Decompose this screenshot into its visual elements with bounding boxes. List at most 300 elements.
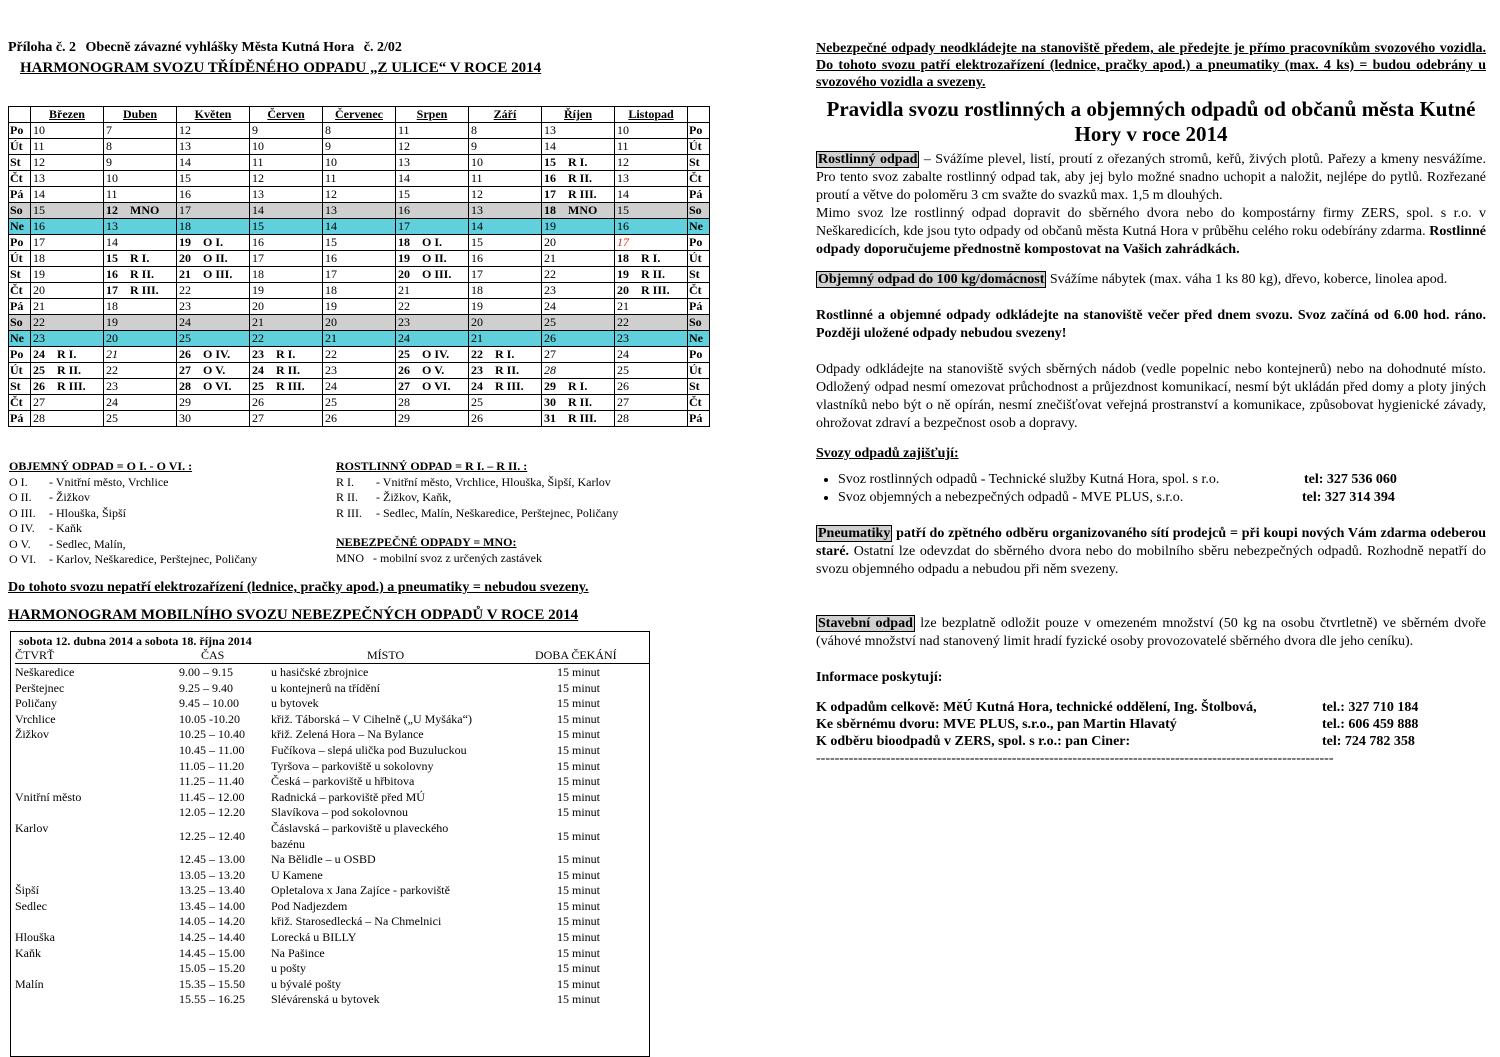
calendar-row [9, 395, 710, 411]
calendar-cell: 12 [615, 155, 688, 171]
calendar-cell: 27 [250, 411, 323, 427]
calendar-cell: 22 [396, 299, 469, 315]
calendar-cell: 19 R II. [615, 267, 688, 283]
attachment-label: Příloha č. 2 [8, 40, 77, 55]
weekday-label: Út [9, 363, 31, 379]
calendar-cell: 25 [177, 331, 250, 347]
calendar-row [9, 379, 710, 395]
calendar-cell: 19 [469, 299, 542, 315]
calendar-cell: 18 [250, 267, 323, 283]
header-divider [15, 663, 649, 664]
calendar-cell: 24 [177, 315, 250, 331]
weekday-label-right: Čt [688, 395, 710, 411]
calendar-cell: 27 [542, 347, 615, 363]
calendar-cell: 29 [177, 395, 250, 411]
left-column [8, 40, 720, 1007]
calendar-cell: 16 [615, 219, 688, 235]
district-name: Kaňk [15, 945, 41, 960]
calendar-row [9, 123, 710, 139]
green-waste-recommend: Rostlinné odpady doporučujeme přednostně kompostovat na Vašich zahrádkách. [816, 224, 1486, 257]
hazard-note: Nebezpečné odpady neodkládejte na stanoviště předem, ale předejte je přímo pracovníkům svozového vozidla. Do tohoto svozu patří elektrozařízení (lednice, pračky apod.) a pneumatiky (max. 4 ks) = budou odebrány u svozového vozidla a svezeny. [816, 41, 1486, 90]
calendar-cell: 15 [323, 235, 396, 251]
calendar-cell: 19 [323, 299, 396, 315]
wait-time: 15 minut [557, 961, 601, 976]
calendar-cell: 18 [469, 283, 542, 299]
calendar-cell: 20 R III. [615, 283, 688, 299]
green-waste-label: Rostlinný odpad [818, 152, 918, 167]
wait-time: 15 minut [557, 992, 601, 1007]
place-name: křiž. Táborská – V Cihelně („U Myšáka“) [271, 711, 472, 726]
place-name: Čáslavská – parkoviště u plaveckého [271, 821, 449, 835]
col-header-district: ČTVRŤ [15, 648, 55, 662]
schedule-row [11, 821, 649, 852]
rules-title: Pravidla svozu rostlinných a objemných odpadů od občanů města Kutné Hory v roce 2014 [826, 97, 1476, 146]
calendar-cell: 14 [104, 235, 177, 251]
weekday-label: Čt [9, 395, 31, 411]
month-header: Červenec [323, 107, 396, 123]
calendar-cell: 18 [31, 251, 104, 267]
calendar-cell: 13 [542, 123, 615, 139]
legend-item [9, 521, 329, 537]
provider-phone: tel: 327 536 060 [1304, 472, 1397, 487]
legend-code: O VI. [9, 552, 37, 566]
calendar-cell: 10 [469, 155, 542, 171]
col-header-place: MÍSTO [367, 648, 405, 662]
calendar-cell: 15 [250, 219, 323, 235]
calendar-cell: 20 O II. [177, 251, 250, 267]
calendar-cell: 14 [615, 187, 688, 203]
weekday-label: Čt [9, 283, 31, 299]
decree-number: č. 2/02 [363, 40, 402, 55]
wait-time: 15 minut [557, 867, 601, 882]
legend-code: R II. [336, 490, 358, 504]
wait-time: 15 minut [557, 680, 601, 695]
calendar-cell: 13 [469, 203, 542, 219]
calendar-row [9, 331, 710, 347]
wait-time: 15 minut [557, 774, 601, 789]
calendar-cell: 17 [469, 267, 542, 283]
calendar-cell: 16 [469, 251, 542, 267]
calendar-cell: 30 R II. [542, 395, 615, 411]
calendar-cell: 26 [615, 379, 688, 395]
weekday-label: So [9, 203, 31, 219]
place-name: Pod Nadjezdem [271, 898, 348, 913]
calendar-cell: 23 R II. [469, 363, 542, 379]
district-name: Vrchlice [15, 711, 56, 726]
calendar-cell: 24 [396, 331, 469, 347]
calendar-cell: 11 [469, 171, 542, 187]
providers-title: Svozy odpadů zajišťují: [816, 446, 959, 461]
calendar-cell: 23 [104, 379, 177, 395]
wait-time: 15 minut [557, 914, 601, 929]
place-name: Slévárenská u bytovek [271, 992, 380, 1007]
time-range: 13.45 – 14.00 [179, 898, 245, 913]
calendar-cell: 18 MNO [542, 203, 615, 219]
weekday-label-right: Pá [688, 299, 710, 315]
calendar-cell: 11 [396, 123, 469, 139]
contact-phone: tel.: 327 710 184 [1322, 700, 1419, 715]
calendar-cell: 23 [615, 331, 688, 347]
calendar-cell: 17 R III. [542, 187, 615, 203]
green-waste-paragraph [816, 151, 1486, 205]
calendar-corner [9, 107, 31, 123]
calendar-cell: 28 [396, 395, 469, 411]
calendar-cell: 25 R II. [31, 363, 104, 379]
legend-item [9, 506, 329, 522]
calendar-cell: 13 [615, 171, 688, 187]
calendar-cell: 21 [396, 283, 469, 299]
place-name: Slavíkova – pod sokolovnou [271, 805, 408, 820]
legend-text: - Vnitřní město, Vrchlice [49, 474, 169, 489]
month-header: Říjen [542, 107, 615, 123]
weekday-label-right: Út [688, 139, 710, 155]
calendar-cell: 8 [469, 123, 542, 139]
calendar-cell: 11 [323, 171, 396, 187]
time-range: 14.05 – 14.20 [179, 914, 245, 929]
legend-code: O V. [9, 536, 31, 551]
place-name: U Kamene [271, 867, 323, 882]
weekday-label: Po [9, 123, 31, 139]
weekday-label: Po [9, 347, 31, 363]
time-range: 9.25 – 9.40 [179, 680, 233, 695]
bulky-waste-text: Svážíme nábytek (max. váha 1 ks 80 kg), dřevo, koberce, linolea apod. [1046, 272, 1448, 287]
calendar-row [9, 315, 710, 331]
calendar-cell: 21 [31, 299, 104, 315]
time-range: 13.05 – 13.20 [179, 867, 245, 882]
weekday-label-right: St [688, 155, 710, 171]
place-name: Radnická – parkoviště před MÚ [271, 789, 425, 804]
dashed-line: --------------------------------------------------------------------------------------------------------------- [816, 751, 1334, 766]
weekday-label-right: Čt [688, 171, 710, 187]
weekday-label: St [9, 267, 31, 283]
weekday-label-right: Pá [688, 411, 710, 427]
calendar-cell: 26 [323, 411, 396, 427]
construction-label: Stavební odpad [818, 616, 913, 631]
place-name: Fučíkova – slepá ulička pod Buzuluckou [271, 743, 467, 757]
time-range: 10.45 – 11.00 [179, 743, 245, 757]
calendar-row [9, 347, 710, 363]
wait-time: 15 minut [557, 727, 601, 742]
calendar-cell: 27 [31, 395, 104, 411]
calendar-cell: 15 R I. [104, 251, 177, 267]
legend-hazard-text: - mobilní svoz z určených zastávek [373, 550, 542, 565]
time-range: 10.05 -10.20 [179, 711, 240, 726]
place-name: u bytovek [271, 696, 319, 711]
mobile-title: HARMONOGRAM MOBILNÍHO SVOZU NEBEZPEČNÝCH ODPADŮ V ROCE 2014 [8, 607, 579, 623]
calendar-row [9, 283, 710, 299]
calendar-cell: 14 [323, 219, 396, 235]
calendar-cell: 9 [469, 139, 542, 155]
calendar-cell: 11 [615, 139, 688, 155]
calendar-cell: 22 [323, 347, 396, 363]
calendar-row [9, 187, 710, 203]
right-column [816, 40, 1486, 768]
calendar-cell: 25 [615, 363, 688, 379]
time-range: 14.45 – 15.00 [179, 945, 245, 960]
calendar-cell: 23 [323, 363, 396, 379]
calendar-corner-right [688, 107, 710, 123]
weekday-label-right: Po [688, 347, 710, 363]
calendar-cell: 24 [104, 395, 177, 411]
legend-item [336, 475, 716, 491]
legend-text: - Žižkov [49, 490, 90, 504]
calendar-cell: 28 [31, 411, 104, 427]
time-range: 11.05 – 11.20 [179, 758, 245, 773]
tyres-bold: patří do zpětného odběru organizovaného sítí prodejců = při koupi nových Vám zdarma odeberou staré. [816, 526, 1486, 559]
calendar-cell: 27 O V. [177, 363, 250, 379]
weekday-label-right: St [688, 379, 710, 395]
calendar-cell: 19 [31, 267, 104, 283]
calendar-cell: 12 [31, 155, 104, 171]
calendar-cell: 17 [396, 219, 469, 235]
calendar-cell: 9 [250, 123, 323, 139]
legend-code: O IV. [9, 521, 35, 535]
calendar-cell: 18 R I. [615, 251, 688, 267]
schedule-row [11, 899, 649, 915]
calendar-cell: 21 O III. [177, 267, 250, 283]
month-header: Září [469, 107, 542, 123]
district-name: Neškaredice [15, 665, 75, 679]
calendar-cell: 14 [177, 155, 250, 171]
calendar-cell: 16 [177, 187, 250, 203]
place-name: křiž. Starosedlecká – Na Chmelnici [271, 914, 442, 929]
calendar-cell: 18 [177, 219, 250, 235]
legend-code: R I. [336, 474, 354, 489]
calendar-cell: 28 [615, 411, 688, 427]
calendar-cell: 21 [250, 315, 323, 331]
legend-text: - Žižkov, Kaňk, [376, 490, 452, 504]
weekday-label-right: Ne [688, 219, 710, 235]
calendar-cell: 15 [615, 203, 688, 219]
wait-time: 15 minut [557, 805, 601, 820]
district-name: Perštejnec [15, 680, 65, 695]
place-name: Na Pašince [271, 945, 325, 960]
warning-note: Do tohoto svozu nepatří elektrozařízení (lednice, pračky apod.) a pneumatiky = nebudou svezeny. [8, 580, 589, 595]
calendar-cell: 9 [104, 155, 177, 171]
col-header-time: ČAS [201, 648, 225, 662]
wait-time: 15 minut [557, 930, 601, 944]
mobile-schedule-table [10, 631, 650, 1057]
legend-green-title: ROSTLINNÝ ODPAD = R I. – R II. : [336, 459, 528, 473]
calendar-cell: 16 [396, 203, 469, 219]
provider-item [838, 489, 1486, 507]
calendar-cell: 13 [31, 171, 104, 187]
legend-bulky-title: OBJEMNÝ ODPAD = O I. - O VI. : [9, 459, 193, 473]
calendar-row [9, 251, 710, 267]
contact-row [816, 733, 1486, 750]
legend-code: O II. [9, 490, 32, 504]
weekday-label-right: Út [688, 363, 710, 379]
calendar-cell: 12 MNO [104, 203, 177, 219]
calendar-cell: 16 [323, 251, 396, 267]
calendar-row [9, 235, 710, 251]
decree-header [8, 40, 720, 56]
weekday-label: Ne [9, 219, 31, 235]
calendar-cell: 21 [469, 331, 542, 347]
schedule-row [11, 743, 649, 759]
month-header: Srpen [396, 107, 469, 123]
calendar-cell: 17 [31, 235, 104, 251]
schedule-row [11, 665, 649, 681]
calendar-cell: 24 [615, 347, 688, 363]
district-name: Žižkov [15, 727, 49, 742]
contact-phone: tel.: 606 459 888 [1322, 717, 1419, 732]
calendar-cell: 28 [542, 363, 615, 379]
time-range: 9.00 – 9.15 [179, 665, 233, 679]
schedule-row [11, 868, 649, 884]
contact-phone: tel: 724 782 358 [1322, 734, 1415, 749]
calendar-cell: 22 [104, 363, 177, 379]
calendar-cell: 15 R I. [542, 155, 615, 171]
legend-text: - Vnitřní město, Vrchlice, Hlouška, Šipší, Karlov [376, 474, 611, 489]
bulky-waste-label: Objemný odpad do 100 kg/domácnost [818, 272, 1045, 287]
time-range: 11.45 – 12.00 [179, 789, 245, 804]
calendar-cell: 26 [250, 395, 323, 411]
calendar-cell: 24 R II. [250, 363, 323, 379]
calendar-cell: 15 [469, 235, 542, 251]
construction-paragraph [816, 615, 1486, 651]
calendar-cell: 15 [31, 203, 104, 219]
time-range: 14.25 – 14.40 [179, 930, 245, 944]
bulky-waste-paragraph [816, 271, 1486, 289]
place-name: Tyršova – parkoviště u sokolovny [271, 758, 434, 773]
schedule-row [11, 961, 649, 977]
legend-bulky [9, 459, 329, 568]
schedule-row [11, 977, 649, 993]
calendar-cell: 20 [104, 331, 177, 347]
wait-time: 15 minut [557, 883, 601, 898]
district-name: Poličany [15, 696, 57, 711]
calendar-row [9, 267, 710, 283]
legend-hazard-item [336, 551, 716, 567]
contacts-list [816, 699, 1486, 750]
place-name: u hasičské zbrojnice [271, 665, 369, 679]
calendar-cell: 19 [542, 219, 615, 235]
contact-name: K odpadům celkově: MěÚ Kutná Hora, technické oddělení, Ing. Štolbová, [816, 700, 1257, 715]
calendar-cell: 19 O I. [177, 235, 250, 251]
calendar-cell: 26 O IV. [177, 347, 250, 363]
calendar-cell: 22 [615, 315, 688, 331]
calendar-row [9, 411, 710, 427]
calendar-cell: 12 [250, 171, 323, 187]
time-range: 10.25 – 10.40 [179, 727, 245, 742]
calendar-cell: 12 [469, 187, 542, 203]
weekday-label: Po [9, 235, 31, 251]
construction-text: lze bezplatně odložit pouze v omezeném množství (50 kg na osobu čtvrtletně) ve sběrném dvoře (váhové množství nad stanovený limit hradí fyzické osoby provozovatelé sběrného dvora dle jeho ceníku). [816, 616, 1486, 649]
contact-name: Ke sběrnému dvoru: MVE PLUS, s.r.o., pan Martin Hlavatý [816, 717, 1177, 732]
wait-time: 15 minut [557, 696, 601, 711]
calendar-cell: 25 [469, 395, 542, 411]
calendar-cell: 20 [542, 235, 615, 251]
legend-item [336, 490, 716, 506]
schedule-row [11, 712, 649, 728]
month-header: Květen [177, 107, 250, 123]
weekday-label: Pá [9, 299, 31, 315]
calendar-cell: 23 [542, 283, 615, 299]
calendar-row [9, 363, 710, 379]
time-range: 15.05 – 15.20 [179, 961, 245, 976]
weekday-label-right: So [688, 203, 710, 219]
calendar-row [9, 171, 710, 187]
time-range: 15.35 – 15.50 [179, 976, 245, 991]
wait-time: 15 minut [557, 789, 601, 804]
calendar-cell: 17 [177, 203, 250, 219]
calendar-title: HARMONOGRAM SVOZU TŘÍDĚNÉHO ODPADU „Z ULICE“ V ROCE 2014 [20, 60, 542, 76]
calendar-cell: 22 [31, 315, 104, 331]
weekday-label: So [9, 315, 31, 331]
calendar-cell: 24 [542, 299, 615, 315]
calendar-cell: 25 [542, 315, 615, 331]
calendar-cell: 26 R III. [31, 379, 104, 395]
calendar-cell: 17 R III. [104, 283, 177, 299]
month-header: Duben [104, 107, 177, 123]
calendar-cell: 17 [323, 267, 396, 283]
calendar-row [9, 219, 710, 235]
weekday-label: Pá [9, 187, 31, 203]
schedule-row [11, 774, 649, 790]
legend-code: R III. [336, 505, 362, 520]
calendar-cell: 23 [31, 331, 104, 347]
place-name: Lorecká u BILLY [271, 930, 357, 944]
calendar-cell: 14 [396, 171, 469, 187]
collection-calendar [8, 106, 710, 427]
calendar-cell: 21 [542, 251, 615, 267]
calendar-cell: 12 [323, 187, 396, 203]
schedule-row [11, 696, 649, 712]
calendar-cell: 16 R II. [542, 171, 615, 187]
wait-time: 15 minut [557, 852, 601, 866]
time-range: 11.25 – 11.40 [179, 774, 245, 789]
mobile-dates: sobota 12. dubna 2014 a sobota 18. října 2014 [19, 634, 252, 648]
district-name: Sedlec [15, 898, 47, 913]
weekday-label: St [9, 155, 31, 171]
weekday-label-right: Ne [688, 331, 710, 347]
place-name: u pošty [271, 961, 307, 976]
legend-hazard-code: MNO [336, 550, 365, 565]
decree-label: Obecně závazné vyhlášky Města Kutná Hora [85, 40, 355, 55]
calendar-cell: 12 [396, 139, 469, 155]
calendar-cell: 21 [615, 299, 688, 315]
calendar-cell: 25 [323, 395, 396, 411]
calendar-cell: 19 O II. [396, 251, 469, 267]
calendar-header-row [9, 107, 710, 123]
calendar-cell: 14 [469, 219, 542, 235]
calendar-cell: 20 [250, 299, 323, 315]
calendar-cell: 20 [323, 315, 396, 331]
calendar-cell: 14 [542, 139, 615, 155]
calendar-cell: 30 [177, 411, 250, 427]
calendar-cell: 27 [615, 395, 688, 411]
calendar-cell: 16 [31, 219, 104, 235]
calendar-cell: 19 [250, 283, 323, 299]
place-name-cont: bazénu [271, 836, 305, 851]
schedule-row [11, 946, 649, 962]
calendar-cell: 7 [104, 123, 177, 139]
calendar-cell: 20 [31, 283, 104, 299]
calendar-cell: 19 [104, 315, 177, 331]
month-header: Listopad [615, 107, 688, 123]
schedule-row [11, 914, 649, 930]
wait-time: 15 minut [557, 758, 601, 773]
calendar-cell: 17 [250, 251, 323, 267]
calendar-cell: 13 [396, 155, 469, 171]
weekday-label: Ne [9, 331, 31, 347]
wait-time: 15 minut [557, 898, 601, 913]
month-header: Červen [250, 107, 323, 123]
col-header-wait: DOBA ČEKÁNÍ [535, 648, 617, 662]
time-range: 12.25 – 12.40 [179, 829, 245, 843]
calendar-cell: 22 [250, 331, 323, 347]
